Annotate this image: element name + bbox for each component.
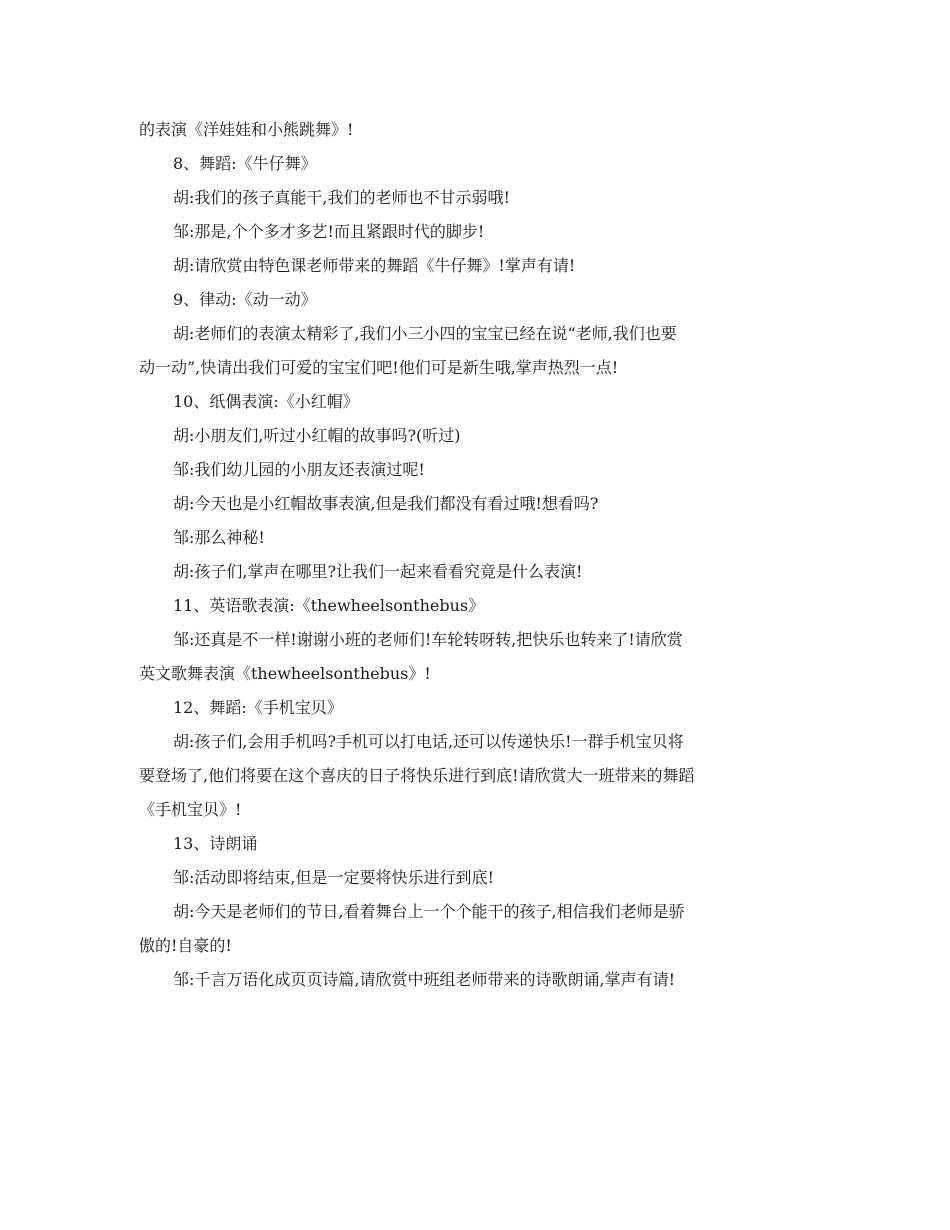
dialogue-continuation: 英文歌舞表演《thewheelsonthebus》!: [139, 664, 431, 683]
dialogue-line: 邹:千言万语化成页页诗篇,请欣赏中班组老师带来的诗歌朗诵,掌声有请!: [173, 970, 675, 989]
dialogue-continuation: 傲的!自豪的!: [139, 936, 232, 955]
dialogue-line: 邹:那是,个个多才多艺!而且紧跟时代的脚步!: [173, 222, 485, 241]
dialogue-line: 邹:活动即将结束,但是一定要将快乐进行到底!: [173, 868, 494, 887]
dialogue-line: 胡:今天也是小红帽故事表演,但是我们都没有看过哦!想看吗?: [173, 494, 599, 513]
document-body: [139, 113, 815, 997]
paragraph-line: 的表演《洋娃娃和小熊跳舞》!: [139, 120, 354, 139]
dialogue-line: 胡:老师们的表演太精彩了,我们小三小四的宝宝已经在说“老师,我们也要: [173, 324, 677, 343]
dialogue-line: 胡:孩子们,掌声在哪里?让我们一起来看看究竟是什么表演!: [173, 562, 583, 581]
dialogue-line: 胡:我们的孩子真能干,我们的老师也不甘示弱哦!: [173, 188, 510, 207]
section-heading: 9、律动:《动一动》: [173, 290, 317, 309]
dialogue-continuation: 动一动”,快请出我们可爱的宝宝们吧!他们可是新生哦,掌声热烈一点!: [139, 358, 619, 377]
section-heading: 10、纸偶表演:《小红帽》: [173, 392, 359, 411]
dialogue-line: 邹:那么神秘!: [173, 528, 265, 547]
section-heading: 11、英语歌表演:《thewheelsonthebus》: [173, 596, 485, 615]
dialogue-line: 胡:小朋友们,听过小红帽的故事吗?(听过): [173, 426, 461, 445]
section-heading: 13、诗朗诵: [173, 834, 258, 853]
dialogue-line: 邹:还真是不一样!谢谢小班的老师们!车轮转呀转,把快乐也转来了!请欣赏: [173, 630, 683, 649]
dialogue-continuation: 要登场了,他们将要在这个喜庆的日子将快乐进行到底!请欣赏大一班带来的舞蹈: [139, 766, 695, 785]
dialogue-line: 胡:今天是老师们的节日,看着舞台上一个个能干的孩子,相信我们老师是骄: [173, 902, 685, 921]
dialogue-continuation: 《手机宝贝》!: [139, 800, 242, 819]
dialogue-line: 邹:我们幼儿园的小朋友还表演过呢!: [173, 460, 425, 479]
section-heading: 8、舞蹈:《牛仔舞》: [173, 154, 317, 173]
dialogue-line: 胡:请欣赏由特色课老师带来的舞蹈《牛仔舞》!掌声有请!: [173, 256, 576, 275]
section-heading: 12、舞蹈:《手机宝贝》: [173, 698, 343, 717]
dialogue-line: 胡:孩子们,会用手机吗?手机可以打电话,还可以传递快乐!一群手机宝贝将: [173, 732, 684, 751]
